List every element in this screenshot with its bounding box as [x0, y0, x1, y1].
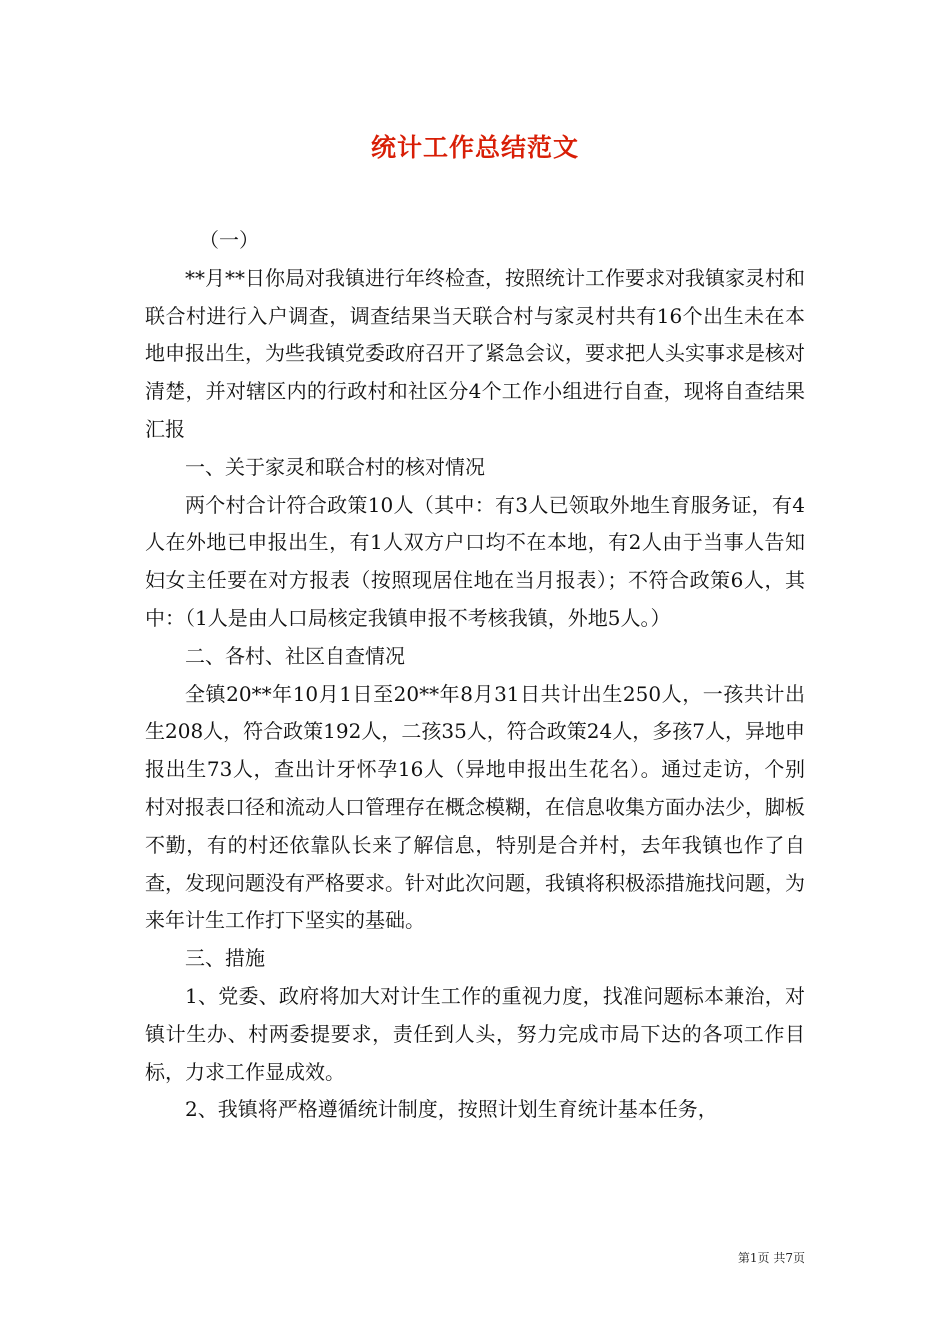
intro-paragraph: **月**日你局对我镇进行年终检查，按照统计工作要求对我镇家灵村和联合村进行入户调查，调查结果当天联合村与家灵村共有16个出生未在本地申报出生，为些我镇党委政府召开了紧急会议，要求把人头实事求是核对清楚，并对辖区内的行政村和社区分4个工作小组进行自查，现将自查结果汇报 [145, 265, 805, 441]
section-number: （一） [199, 228, 259, 252]
document-title: 统计工作总结范文 [370, 133, 579, 162]
measure-one: 1、党委、政府将加大对计生工作的重视力度，找准问题标本兼治，对镇计生办、村两委提要求，责任到人头，努力完成市局下达的各项工作目标，力求工作显成效。 [145, 983, 805, 1084]
document-body [145, 222, 805, 1129]
measure-two: 2、我镇将严格遵循统计制度，按照计划生育统计基本任务， [185, 1097, 718, 1122]
page-number: 第1页 共7页 [737, 1251, 805, 1265]
paragraph-one: 两个村合计符合政策10人（其中：有3人已领取外地生育服务证，有4人在外地已申报出生，有1人双方户口均不在本地，有2人由于当事人告知妇女主任要在对方报表（按照现居住地在当月报表）；不符合政策6人，其中：（1人是由人口局核定我镇申报不考核我镇，外地5人。） [145, 492, 805, 630]
paragraph-two: 全镇20**年10月1日至20**年8月31日共计出生250人，一孩共计出生208人，符合政策192人，二孩35人，符合政策24人，多孩7人，异地申报出生73人，查出计牙怀孕16人（异地申报出生花名）。通过走访，个别村对报表口径和流动人口管理存在概念模糊，在信息收集方面办法少，脚板不勤，有的村还依靠队长来了解信息，特别是合并村，去年我镇也作了自查，发现问题没有严格要求。针对此次问题，我镇将积极添措施找问题，为来年计生工作打下坚实的基础。 [145, 681, 805, 933]
heading-three: 三、措施 [185, 946, 265, 971]
heading-two: 二、各村、社区自查情况 [185, 643, 405, 668]
heading-one: 一、关于家灵和联合村的核对情况 [185, 454, 485, 479]
